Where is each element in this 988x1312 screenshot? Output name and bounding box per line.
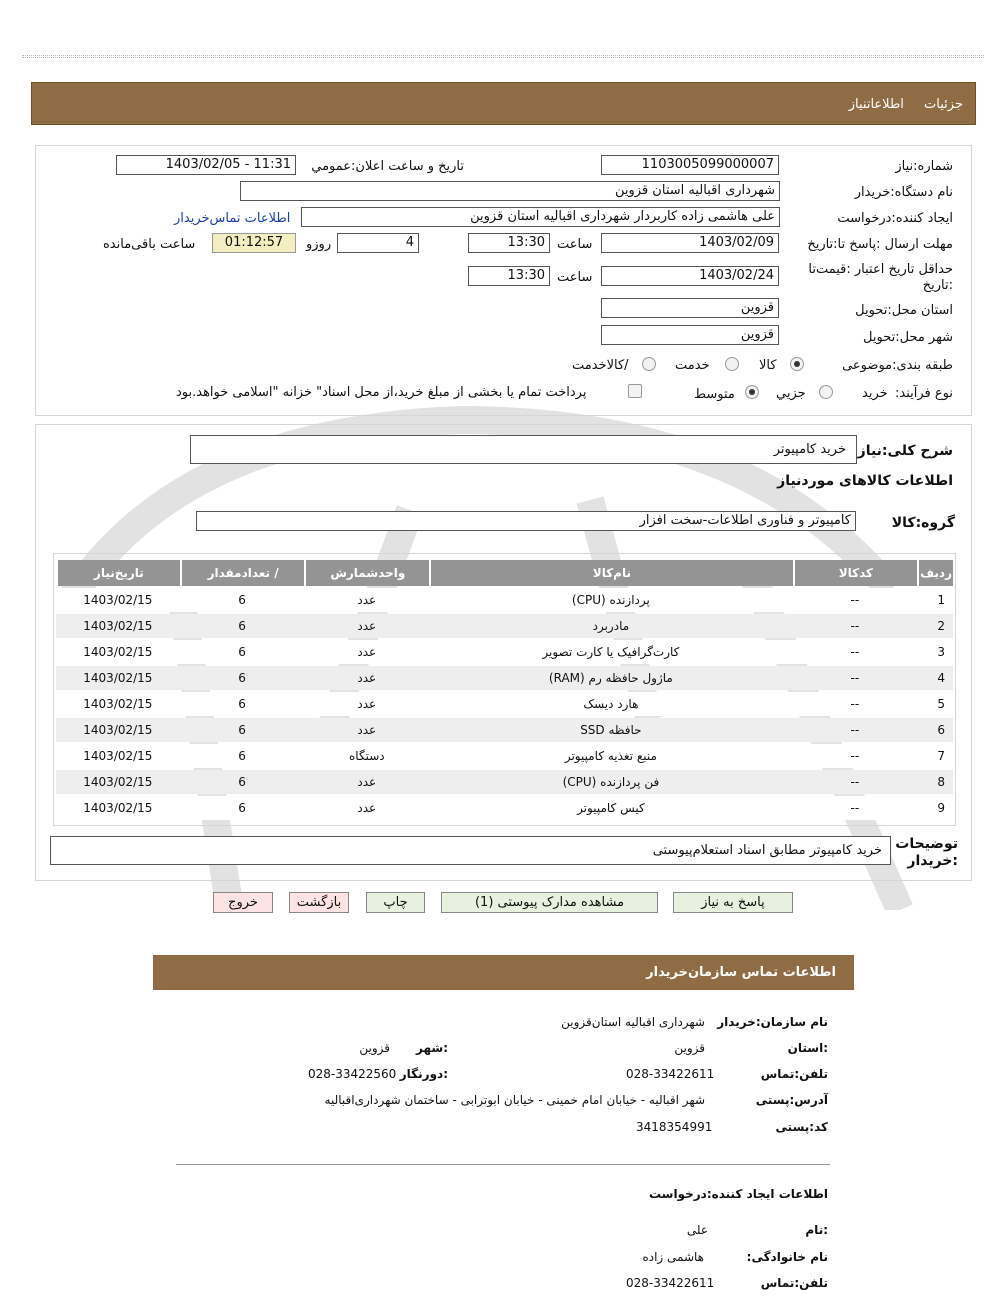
validity-label-2: :تاریخ [922, 278, 953, 293]
table-row [56, 588, 953, 612]
need-date: 1403/02/15 [56, 770, 180, 794]
province-field: قزوین [601, 298, 779, 318]
creator-family-label: نام خانوادگی: [746, 1250, 828, 1264]
quantity: 6 [180, 692, 305, 716]
goods-name: پردازنده (CPU) [429, 588, 792, 612]
org-name-label: نام سازمان:خریدار [717, 1015, 828, 1029]
creator-field: علی هاشمی زاده کاربردار شهرداری اقبالیه استان قزوین [301, 207, 780, 227]
unit: عدد [304, 796, 429, 820]
creator-phone-value: 028-33422611 [626, 1276, 715, 1290]
goods-code: -- [793, 744, 918, 768]
row-number: 1 [917, 588, 953, 612]
unit: عدد [304, 718, 429, 742]
quantity: 6 [180, 614, 305, 638]
row-number: 4 [917, 666, 953, 690]
need-date: 1403/02/15 [56, 640, 180, 664]
days-label: روزو [306, 237, 332, 252]
goods-name: مادربرد [429, 614, 792, 638]
goods-name: هارد دیسک [429, 692, 792, 716]
category-service-label: خدمت [675, 358, 710, 373]
process-medium-label: متوسط [694, 387, 735, 402]
contact-province-label: :استان [787, 1041, 828, 1055]
col-quantity: / تعدادمقدار [180, 560, 305, 586]
creator-info-title: اطلاعات ایجاد کننده:درخواست [648, 1187, 828, 1201]
goods-code: -- [793, 614, 918, 638]
process-medium-radio[interactable] [745, 385, 759, 399]
creator-family-value: هاشمی زاده [642, 1250, 704, 1264]
row-number: 8 [917, 770, 953, 794]
table-row [56, 666, 953, 690]
need-date: 1403/02/15 [56, 796, 180, 820]
row-number: 9 [917, 796, 953, 820]
goods-name: کارت‌گرافیک یا کارت تصویر [429, 640, 792, 664]
table-row [56, 770, 953, 794]
buyer-field: شهرداری اقبالیه استان قزوین [240, 181, 780, 201]
creator-name-label: :نام [805, 1223, 828, 1237]
process-small-label: جزيي [776, 386, 806, 401]
table-row [56, 614, 953, 638]
buyer-notes-label-1: توضیحات [895, 836, 958, 852]
need-number-label: شماره:نیاز [895, 159, 953, 174]
contact-city-value: قزوین [359, 1041, 390, 1055]
goods-code: -- [793, 666, 918, 690]
contact-section-header [153, 955, 854, 990]
process-label: نوع فرآیند: [895, 386, 953, 401]
creator-name-value: علی [686, 1223, 708, 1237]
quantity: 6 [180, 744, 305, 768]
contact-phone-value: 028-33422611 [626, 1067, 715, 1081]
treasury-payment-note: پرداخت تمام یا بخشی از مبلغ خرید،از محل اسناد" خزانه "اسلامی خواهد.بود [176, 385, 587, 400]
contact-address-value: شهر اقبالیه - خیابان امام خمینی - خیابان ابوترابی - ساختمان شهرداری‌اقبالیه [324, 1093, 705, 1107]
process-buy-label: خرید [862, 386, 888, 401]
buyer-contact-link[interactable]: اطلاعات تماس‌خریدار [174, 211, 291, 226]
category-goods-radio[interactable] [790, 357, 804, 371]
deadline-time-label: ساعت [557, 237, 593, 252]
contact-postal-value: 3418354991 [636, 1120, 713, 1134]
days-field: 4 [337, 233, 419, 253]
row-number: 5 [917, 692, 953, 716]
exit-button[interactable]: خروج [213, 892, 273, 913]
tab-need-info[interactable]: اطلاعاتنیاز [848, 97, 904, 112]
table-row [56, 692, 953, 716]
page-header [31, 82, 976, 125]
deadline-date-field: 1403/02/09 [601, 233, 779, 253]
goods-code: -- [793, 770, 918, 794]
buyer-label: نام دستگاه:خریدار [854, 185, 953, 200]
goods-info-title: اطلاعات کالاهای مورد‌نیاز [777, 473, 953, 489]
reply-button[interactable]: پاسخ به نیاز [673, 892, 793, 913]
deadline-label: مهلت ارسال :پاسخ تا:تاریخ [807, 237, 953, 252]
goods-code: -- [793, 796, 918, 820]
need-date: 1403/02/15 [56, 744, 180, 768]
tab-details[interactable]: جزئیات [924, 97, 963, 112]
col-goods-code: کدکالا [793, 560, 918, 586]
table-row [56, 744, 953, 768]
print-button[interactable]: چاپ [366, 892, 425, 913]
category-goods-label: کالا [759, 358, 777, 373]
goods-name: حافظه SSD [429, 718, 792, 742]
quantity: 6 [180, 796, 305, 820]
goods-name: منبع تغذیه کامپیوتر [429, 744, 792, 768]
announce-field: 1403/02/05 - 11:31 [116, 155, 296, 175]
unit: دستگاه [304, 744, 429, 768]
top-divider [22, 55, 984, 58]
goods-code: -- [793, 588, 918, 612]
category-both-label: /کالاخدمت [572, 358, 629, 373]
org-name-value: شهرداری اقبالیه استان‌قزوین [561, 1015, 705, 1029]
creator-phone-label: تلفن:تماس [760, 1276, 828, 1290]
validity-time-field: 13:30 [468, 266, 550, 286]
category-service-radio[interactable] [725, 357, 739, 371]
contact-fax-label: :دورنگار [399, 1067, 448, 1081]
goods-table [56, 558, 953, 822]
row-number: 2 [917, 614, 953, 638]
table-row [56, 640, 953, 664]
unit: عدد [304, 692, 429, 716]
row-number: 7 [917, 744, 953, 768]
goods-code: -- [793, 640, 918, 664]
goods-name: فن پردازنده (CPU) [429, 770, 792, 794]
need-date: 1403/02/15 [56, 692, 180, 716]
contact-postal-label: کد:پستی [775, 1120, 828, 1134]
goods-name: کیس کامپیوتر [429, 796, 792, 820]
contact-section-title: اطلاعات تماس سازمان‌خریدار [646, 965, 836, 980]
quantity: 6 [180, 770, 305, 794]
contact-phone-label: تلفن:تماس [760, 1067, 828, 1081]
table-row [56, 718, 953, 742]
contact-address-label: آدرس:پستی [755, 1093, 828, 1107]
contact-city-label: :شهر [416, 1041, 448, 1055]
province-label: استان محل:تحویل [855, 303, 953, 318]
remaining-label: ساعت باقی‌مانده [103, 237, 196, 252]
city-field: قزوین [601, 325, 779, 345]
contact-fax-value: 028-33422560 [308, 1067, 397, 1081]
need-date: 1403/02/15 [56, 588, 180, 612]
row-number: 3 [917, 640, 953, 664]
goods-code: -- [793, 718, 918, 742]
validity-date-field: 1403/02/24 [601, 266, 779, 286]
goods-name: ماژول حافظه رم (RAM) [429, 666, 792, 690]
col-unit: واحدشمارش [304, 560, 429, 586]
announce-label: تاریخ و ساعت اعلان:عمومي [311, 159, 464, 174]
quantity: 6 [180, 718, 305, 742]
city-label: شهر محل:تحویل [863, 330, 953, 345]
view-attachments-button[interactable]: مشاهده مدارک پیوستی (1) [441, 892, 658, 913]
table-row [56, 796, 953, 820]
unit: عدد [304, 770, 429, 794]
contact-divider [176, 1164, 830, 1165]
remaining-time: 01:12:57 [212, 233, 296, 253]
row-number: 6 [917, 718, 953, 742]
process-small-radio[interactable] [819, 385, 833, 399]
creator-label: ایجاد کننده:درخواست [837, 211, 953, 226]
need-description-field: خرید کامپیوتر [190, 435, 857, 464]
unit: عدد [304, 666, 429, 690]
quantity: 6 [180, 640, 305, 664]
quantity: 6 [180, 588, 305, 612]
validity-label-1: حداقل تاریخ اعتبار :قیمت‌تا [808, 262, 953, 277]
buyer-notes-field: خرید کامپیوتر مطابق اسناد استعلام‌پیوستی [50, 836, 891, 865]
unit: عدد [304, 614, 429, 638]
contact-province-value: قزوین [674, 1041, 705, 1055]
need-date: 1403/02/15 [56, 666, 180, 690]
goods-code: -- [793, 692, 918, 716]
deadline-time-field: 13:30 [468, 233, 550, 253]
quantity: 6 [180, 666, 305, 690]
category-both-radio[interactable] [642, 357, 656, 371]
validity-time-label: ساعت [557, 270, 593, 285]
need-description-label: شرح کلی:نیاز [857, 443, 953, 459]
unit: عدد [304, 588, 429, 612]
back-button[interactable]: بازگشت [289, 892, 349, 913]
unit: عدد [304, 640, 429, 664]
col-need-date: تاریخ‌نیاز [56, 560, 180, 586]
goods-group-field: کامپیوتر و فناوری اطلاعات-سخت افزار [196, 511, 856, 531]
buyer-notes-label-2: :خریدار [907, 853, 958, 869]
treasury-payment-checkbox[interactable] [628, 384, 642, 398]
need-number-field: 1103005099000007 [601, 155, 779, 175]
category-label: طبقه بندی:موضوعی [842, 358, 953, 373]
need-date: 1403/02/15 [56, 718, 180, 742]
goods-group-label: گروه:کالا [891, 515, 955, 531]
col-row-number: ردیف [917, 560, 953, 586]
need-date: 1403/02/15 [56, 614, 180, 638]
col-goods-name: نام‌کالا [429, 560, 792, 586]
